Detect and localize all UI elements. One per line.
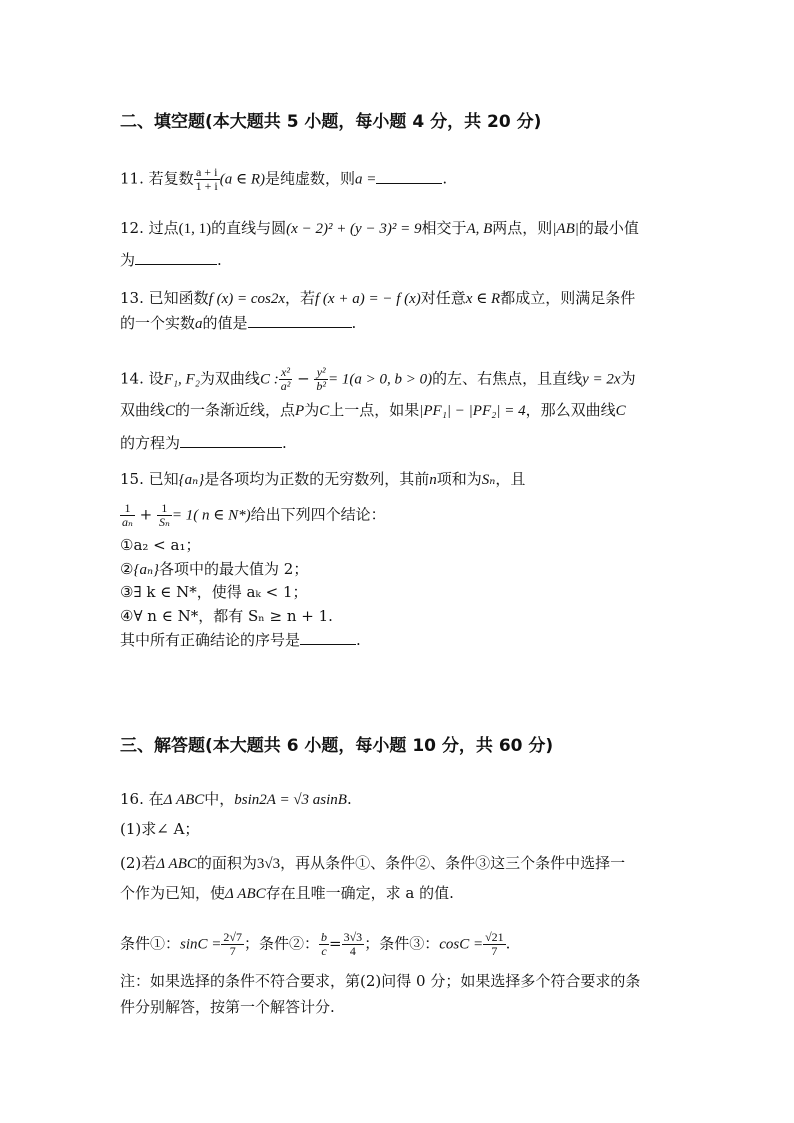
q14-fraction-y: $\frac{\text{y²}}{\text{b²}}$ — [316, 365, 327, 393]
question-11: 11. 若复数 $\frac{a + i}{1 + i}$ (a ∈ R)是纯虚数，则a = . — [120, 165, 448, 193]
question-13: 13. 已知函数f (x) = cos2x，若f (x + a) = − f (x)对任意x ∈ R都成立，则满足条件 — [120, 289, 636, 307]
condition-1-fraction: $\frac{2√7}{7}$ — [223, 930, 242, 958]
q16-note-line-2: 件分别解答，按第一个解答计分. — [120, 998, 335, 1016]
answer-blank[interactable] — [135, 250, 217, 265]
question-15: 15. 已知{aₙ}是各项均为正数的无穷数列，其前n项和为Sₙ，且 — [120, 470, 526, 488]
q15-conclusion-1: ①a₂ < a₁； — [120, 536, 201, 554]
question-14-line-2: 双曲线C的一条渐近线，点P为C上一点，如果|PF₁| − |PF₂| = 4，那么双曲线C — [120, 401, 626, 419]
question-12-line-2: 为 . — [120, 251, 222, 269]
q14-fraction-x: $\frac{\text{x²}}{\text{a²}}$ — [280, 365, 291, 393]
answer-blank[interactable] — [376, 169, 442, 184]
q15-ask: 其中所有正确结论的序号是 . — [120, 631, 361, 649]
q16-note-line-1: 注：如果选择的条件不符合要求，第(2)问得 0 分；如果选择多个符合要求的条 — [120, 972, 641, 990]
q16-part-1: (1)求∠ A； — [120, 820, 200, 838]
answer-blank[interactable] — [248, 313, 352, 328]
question-15-condition: $\frac{1}{\text{aₙ}}$ + $\frac{1}{\text{Sₙ}}$ = 1( n ∈ N*)给出下列四个结论： — [122, 501, 386, 529]
q16-part-2: (2)若Δ ABC的面积为3√3，再从条件①、条件②、条件③这三个条件中选择一 — [120, 854, 626, 872]
condition-3-fraction: $\frac{√21}{7}$ — [485, 930, 504, 958]
section-2-title: 二、填空题(本大题共 5 小题，每小题 4 分，共 20 分) — [120, 112, 542, 132]
q16-part-2-line-2: 个作为已知，使Δ ABC存在且唯一确定，求 a 的值. — [120, 884, 454, 902]
section-3-title: 三、解答题(本大题共 6 小题，每小题 10 分，共 60 分) — [120, 736, 554, 756]
q16-conditions: 条件①：sinC = $\frac{2√7}{7}$ ；条件②： $\frac{b}{c}$ = $\frac{3√3}{4}$ ；条件③：cosC = $\frac{√21}{7}$ . — [120, 930, 511, 958]
q11-number: 11. — [120, 169, 144, 188]
q15-conclusion-4: ④∀ n ∈ N*，都有 Sₙ ≥ n + 1. — [120, 607, 333, 625]
q15-fraction-1: $\frac{1}{\text{aₙ}}$ — [122, 501, 133, 529]
question-16: 16. 在Δ ABC中，bsin2A = √3 asinB. — [120, 790, 352, 808]
answer-blank[interactable] — [180, 433, 282, 448]
q15-fraction-2: $\frac{1}{\text{Sₙ}}$ — [158, 501, 170, 529]
condition-2-fraction: $\frac{3√3}{4}$ — [343, 930, 363, 958]
question-13-line-2: 的一个实数a的值是 . — [120, 314, 357, 332]
question-12: 12. 过点(1, 1)的直线与圆(x − 2)² + (y − 3)² = 9相交于A, B两点，则|AB|的最小值 — [120, 219, 639, 237]
answer-blank[interactable] — [300, 630, 356, 645]
condition-2-fraction-bc: $\frac{b}{c}$ — [321, 930, 328, 958]
q11-fraction: $\frac{a + i}{1 + i}$ — [195, 165, 218, 193]
question-14: 14. 设F₁, F₂为双曲线C : $\frac{\text{x²}}{\text{a²}}$ − $\frac{\text{y²}}{\text{b²}}$ = 1(a > 0, b > 0)的左、右焦点，且直线y = 2x为 — [120, 365, 636, 393]
q15-conclusion-3: ③∃ k ∈ N*，使得 aₖ < 1； — [120, 583, 308, 601]
question-14-line-3: 的方程为 . — [120, 434, 287, 452]
q15-conclusion-2: ②{aₙ}各项中的最大值为 2； — [120, 560, 309, 578]
